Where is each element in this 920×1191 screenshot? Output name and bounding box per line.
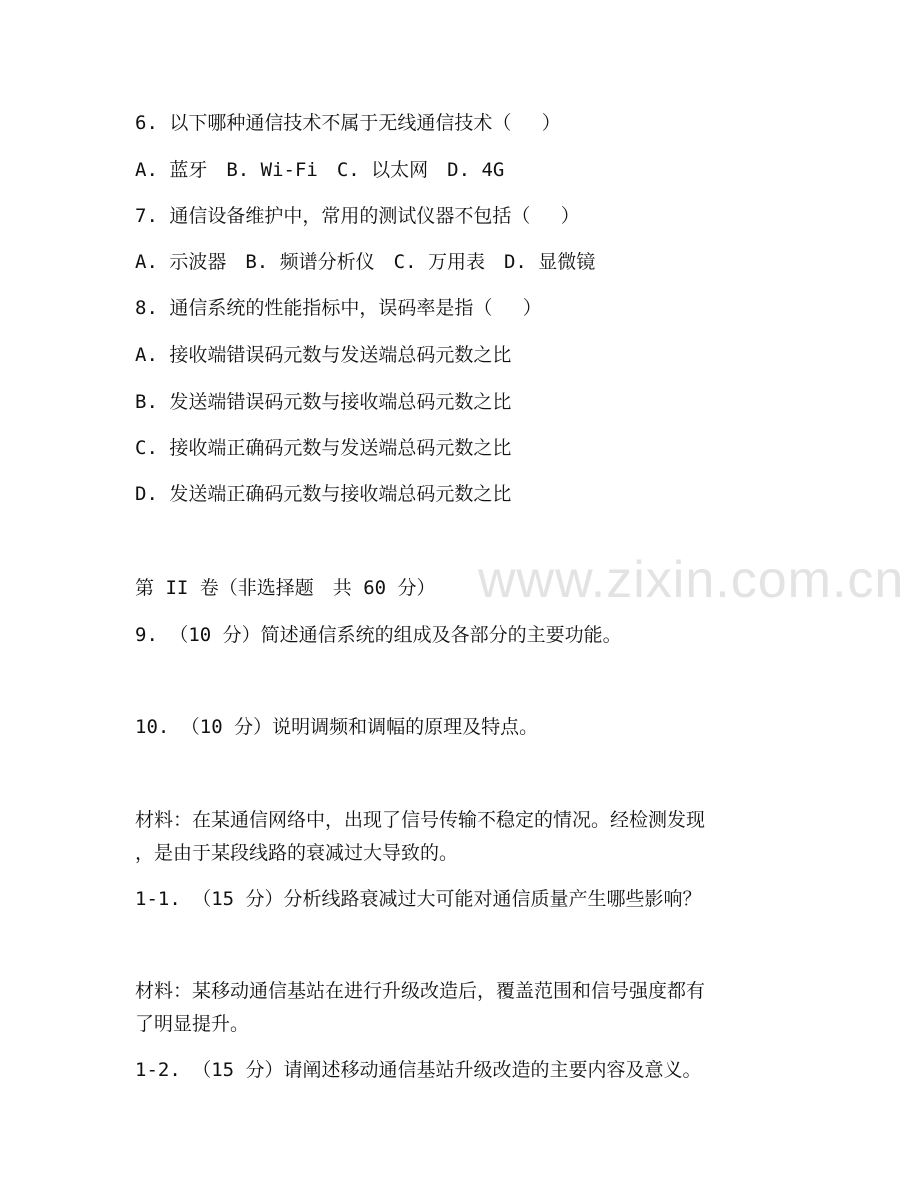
question-9: 9. （10 分）简述通信系统的组成及各部分的主要功能。 <box>135 624 622 646</box>
material-1-line-1: 材料：在某通信网络中，出现了信号传输不稳定的情况。经检测发现 <box>135 809 706 831</box>
question-8-option-b: B. 发送端错误码元数与接收端总码元数之比 <box>135 391 512 413</box>
question-7-stem: 7. 通信设备维护中，常用的测试仪器不包括（ ） <box>135 205 580 227</box>
question-1-2: 1-2. （15 分）请阐述移动通信基站升级改造的主要内容及意义。 <box>135 1059 702 1081</box>
question-7-options: A. 示波器 B. 频谱分析仪 C. 万用表 D. 显微镜 <box>135 251 596 273</box>
question-8-option-d: D. 发送端正确码元数与接收端总码元数之比 <box>135 483 512 505</box>
question-6-options: A. 蓝牙 B. Wi-Fi C. 以太网 D. 4G <box>135 159 505 181</box>
material-2-line-2: 了明显提升。 <box>135 1013 250 1035</box>
question-8-option-c: C. 接收端正确码元数与发送端总码元数之比 <box>135 437 512 459</box>
question-6-stem: 6. 以下哪种通信技术不属于无线通信技术（ ） <box>135 112 561 134</box>
section-heading: 第 II 卷（非选择题 共 60 分） <box>135 577 436 599</box>
material-1-line-2: ，是由于某段线路的衰减过大导致的。 <box>135 842 459 864</box>
question-8-stem: 8. 通信系统的性能指标中，误码率是指（ ） <box>135 297 542 319</box>
question-1-1: 1-1. （15 分）分析线路衰减过大可能对通信质量产生哪些影响？ <box>135 888 702 910</box>
question-8-option-a: A. 接收端错误码元数与发送端总码元数之比 <box>135 344 512 366</box>
material-2-line-1: 材料：某移动通信基站在进行升级改造后，覆盖范围和信号强度都有 <box>135 980 706 1002</box>
question-10: 10. （10 分）说明调频和调幅的原理及特点。 <box>135 716 539 738</box>
watermark: www.zixin.com.cn <box>478 551 905 609</box>
